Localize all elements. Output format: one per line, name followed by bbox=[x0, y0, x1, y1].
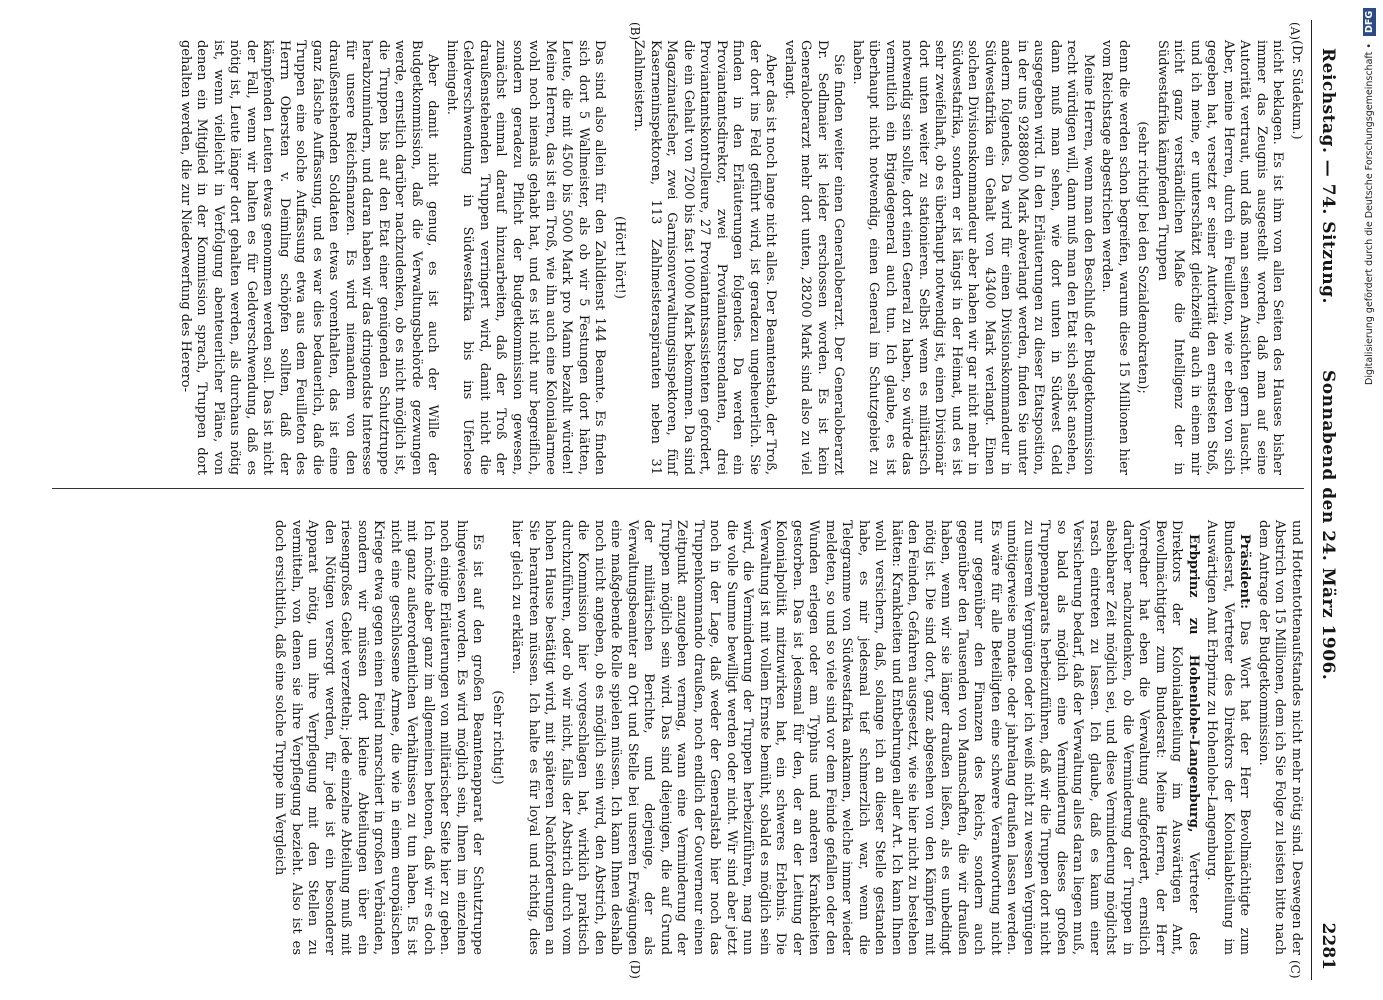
speaker-label: (Dr. Südekum.) bbox=[1288, 40, 1304, 140]
speaker-label: Präsident: bbox=[1237, 534, 1252, 609]
page-header bbox=[1311, 20, 1342, 980]
header-date: Sonnabend den 24. März 1906. bbox=[1317, 370, 1338, 681]
newspaper-page bbox=[42, 20, 1342, 980]
margin-marker-c: (C) bbox=[1287, 960, 1302, 979]
paragraph-text: Das Wort hat der Herr Bevollmächtigte zum Bundesrat, Vertreter des Direktors der Kolonialabteilung im Auswärtigen Amt Erbprinz zu Hohenlohe-Langenburg. bbox=[1204, 520, 1252, 955]
right-column bbox=[52, 520, 1304, 955]
paragraph bbox=[1203, 520, 1253, 955]
paragraph: Das sind also allein für den Zahldienst 144 Beamte. Es finden sich dort 5 Wallmeister, als ob wir 5 Festungen dort hätten, Leute, die mit 4500 bis 5000 Mark pro Mann bezahlt würden! Meine Herren, das ist ein Troß, wie ihn auch eine Kolonialarmee wohl noch niemals gehabt hat, und es ist nicht nur begreiflich, sondern geradezu Pflicht der Budgetkommission gewesen, zunächst einmal darauf hinzuarbeiten, daß der Troß der draußenstehenden Truppen verringert wird, damit nicht die Geldverschwendung in Südwestafrika bis ins Uferlose hineingeht. bbox=[443, 40, 607, 475]
paragraph: Meine Herren, wenn man den Beschluß der Budgetkommission recht würdigen will, dann muß man den Etat sich selbst ansehen, dann muß man sehen, wie dort unten in Südwest Geld ausgegeben wird. In den Erläuterungen zu dieser Etatsposition, in der uns 92888000 Mark abverlangt werden, finden Sie unter anderm folgendes. Da wird für einen Divisionskommandeur in Südwestafrika ein Gehalt von 43400 Mark verlangt. Einen solchen Divisionskommandeur aber haben wir gar nicht mehr in Südwestafrika, sondern er ist längst in der Heimat, und es ist sehr zweifelhaft, ob es überhaupt notwendig ist, einen Divisionär dort unten weiter zu stationieren. Selbst wenn es militärisch notwendig sein sollte, dort einen General zu haben, so würde das vermutlich ein Brigadegeneral auch tun. Ich glaube, es ist überhaupt nicht notwendig, einen General im Schutzgebiet zu haben. bbox=[849, 40, 1096, 475]
left-column bbox=[52, 40, 1304, 475]
paragraph bbox=[508, 520, 1201, 955]
margin-marker-a: (A) bbox=[1287, 22, 1302, 41]
paragraph: Aber damit nicht genug, es ist auch der Wille der Budgetkommission, daß die Verwaltungsbehörde gezwungen werde, ernstlich darüber nachzudenken, ob es nicht möglich ist, die Truppen bis auf den Etat einer genügenden Schutztruppe herabzumindern, und daran haben wir das dringendste Interesse für unsere Reichsfinanzen. Es wird niemandem von den draußenstehenden Soldaten etwas vorenthalten, das ist eine ganz falsche Auffassung, und es war dies bedauerlich, daß die Truppen eine solche Auffassung etwa aus dem Feuilleton des Herrn Obersten v. Deimling schöpfen sollten, daß der kämpfenden Leuten etwas genommen werden soll. Das ist nicht der Fall, wenn wir halten es für Geldverschwendung, daß es nötig ist, Leute länger dort gehalten werden, als durchaus nötig ist, wenn vielleicht in Verfolgung abenteuerlicher Pläne, von denen ein Mitglied in der Kommission sprach, Truppen dort gehalten werden, die zur Niederwerfung des Herero- bbox=[177, 40, 440, 475]
interjection: (sehr richtig! bei den Sozialdemokraten); bbox=[1135, 121, 1150, 394]
paragraph: Es ist auf den großen Beamtenapparat der Schutztruppe hingewiesen worden. Es wird möglich sein, Ihnen im einzelnen noch einige Erläuterungen von militärischer Seite hier zu geben. Ich möchte aber ganz im allgemeinen betonen, daß wir es doch mit ganz außerordentlichen Verhältnissen zu tun haben. Es ist nicht eine geschlossene Armee, die wie in einem europäischen Kriege etwa gegen einen Feind marschiert in großen Verbänden, sondern wir müssen dort kleine Abteilungen über ein riesengroßes Gebiet verzetteln; jede einzelne Abteilung muß mit den Nötigen versorgt werden, für jede ist ein besonderer Apparat nötig, um ihre Verpflegung mit den Stellen zu vermitteln, von denen sie ihre Verpflegung bezieht. Also ist es doch ersichtlich, daß eine solche Truppe im Vergleich bbox=[272, 520, 485, 955]
page-number: 2281 bbox=[1317, 922, 1338, 970]
paragraph: Sie finden weiter einen Generaloberarzt. Der Generaloberarzt Dr. Sedlmaier ist leider erschossen worden. Es ist kein Generaloberarzt mehr dort unten, 28200 Mark sind also zu viel verlangt. bbox=[781, 40, 846, 475]
column-divider bbox=[52, 488, 1304, 489]
paragraph: Aber das ist noch lange nicht alles. Der Beamtenstab, der Troß, der dort ins Feld geführt wird, ist geradezu ungeheuerlich. Sie finden in den Erläuterungen folgendes. Da werden ein Proviantamtsdirektor, zwei Proviantamtsrendanten, drei Proviantamtskontrolleure, 27 Proviantamtsassistenten gefordert, die ein Gehalt von 7200 bis fast 10000 Mark bekommen. Da sind Magazinaufseher, zwei Garnisonverwaltungsinspektoren, fünf Kaserneninspektoren, 113 Zahlmeisteraspiranten neben 31 Zahlmeistern. bbox=[631, 40, 778, 475]
paragraph: nicht beklagen. Es ist ihm von allen Seiten des Hauses bisher immer das Zeugnis ausgestellt worden, daß man auf seine Autorität vertraut, und daß man seinen Ansichten gern lauscht. Aber, meine Herren, durch ein Feuilleton, wie er eben von sich gegeben hat, versetzt er seiner Autorität den ernstesten Stoß, und ich meine, er unterschätzt gleichzeitig auch in einem mir nicht ganz verständlichen Maße die Intelligenz der in Südwestafrika kämpfenden Truppen bbox=[1154, 40, 1285, 475]
credit-text: Digitalisierung gefördert durch die Deutsche Forschungsgemeinschaft • bbox=[1364, 43, 1375, 386]
interjection: (Hört! hört!) bbox=[611, 216, 627, 299]
margin-marker-b: (B) bbox=[627, 22, 642, 41]
paragraph: und Hottentottenaufstandes nicht mehr nötig sind. Deswegen der Abstrich von 15 Millionen, dem ich Sie Folge zu leisten bitte nach dem Antrage der Budgetkommission. bbox=[1255, 520, 1304, 955]
paragraph-text: Vertreter des Direktors der Kolonialabteilung im Auswärtigen Amt, Bevollmächtigter zum Bundesrat: Meine Herren, der Herr Vorredner hat eben die Verwaltung aufgefordert, ernstlich darüber nachzudenken, ob die Verminderung der Truppen in absehbarer Zeit möglich sei, und diese Verminderung möglichst rasch eintreten zu lassen. Ich glaube, daß es kaum einer Versicherung bedarf, daß der Verwaltung alles daran liegen muß, so bald als möglich eine Verminderung dieses großen Truppenapparats herbeizuführen, daß wir die Truppen dort nicht zu unserem Vergnügen oder ich weiß nicht zu wessen Vergnügen unnötigerweise monate- oder jahrelang draußen lassen werden. Es wäre für alle Beteiligten eine schwere Verantwortung nicht nur gegenüber den Finanzen des Reichs, sondern auch gegenüber den Tausenden von Mannschaften, die wir draußen haben, wenn wir sie länger draußen ließen, als es unbedingt nötig ist. Die sind dort, ganz abgesehen von den Kämpfen mit den Feinden, Gefahren ausgesetzt, wie sie hier nicht zu bestehen hätten: Krankheiten und Entbehrungen aller Art. Ich kann Ihnen wohl versichern, daß, solange ich an dieser Stelle gestanden habe, es mir jedesmal tief schmerzlich war, wenn die Telegramme von Südwestafrika ankamen, welche immer wieder meldeten, so und so viele sind vor dem Feinde gefallen oder den Wunden erlegen oder am Typhus und anderen Krankheiten gestorben. Das ist jedesmal für den, der an der Leitung der Kolonialpolitik mitzuwirken hat, ein schweres Erlebnis. Die Verwaltung ist mit vollem Ernste bemüht, sobald es möglich sein wird, die Verminderung der Truppen herbeizuführen, mag nun die volle Summe bewilligt werden oder nicht. Wir sind aber jetzt noch in der Lage, daß weder der Generalstab hier noch das Truppenkommando draußen, noch endlich der Gouverneur einen Zeitpunkt anzugeben vermag, wann eine Verminderung der Truppen möglich sein wird. Das sind diejenigen, die auf Grund der militärischen Berichte, und derjenige, der als Verwaltungsbeamter an Ort und Stelle bei unseren Erwägungen eine maßgebende Rolle spielen müssen. Ich kann Ihnen deshalb noch nicht angeben, ob es möglich sein wird, den Abstrich, den die Kommission hier vorgeschlagen hat, wirklich praktisch durchzuführen, oder ob wir nicht, falls der Abstrich durch vom hohen Hause bestätigt wird, mit späteren Nachforderungen an Sie herantreten müssen. Ich halte es für loyal und richtig, dies hier gleich zu erklären. bbox=[509, 520, 1201, 955]
digitization-credit bbox=[1363, 8, 1377, 993]
interjection: (Sehr richtig!) bbox=[489, 690, 505, 785]
paragraph: denn die werden schon begreifen, warum diese 15 Millionen hier vom Reichstage abgestrichen werden. bbox=[1099, 40, 1131, 475]
margin-marker-d: (D) bbox=[627, 960, 642, 979]
header-left: Reichstag. — 74. Sitzung. bbox=[1317, 48, 1338, 304]
speaker-label: Erbprinz zu Hohenlohe-Langenburg, bbox=[1185, 534, 1201, 833]
dfg-logo: DFG bbox=[1363, 8, 1376, 36]
